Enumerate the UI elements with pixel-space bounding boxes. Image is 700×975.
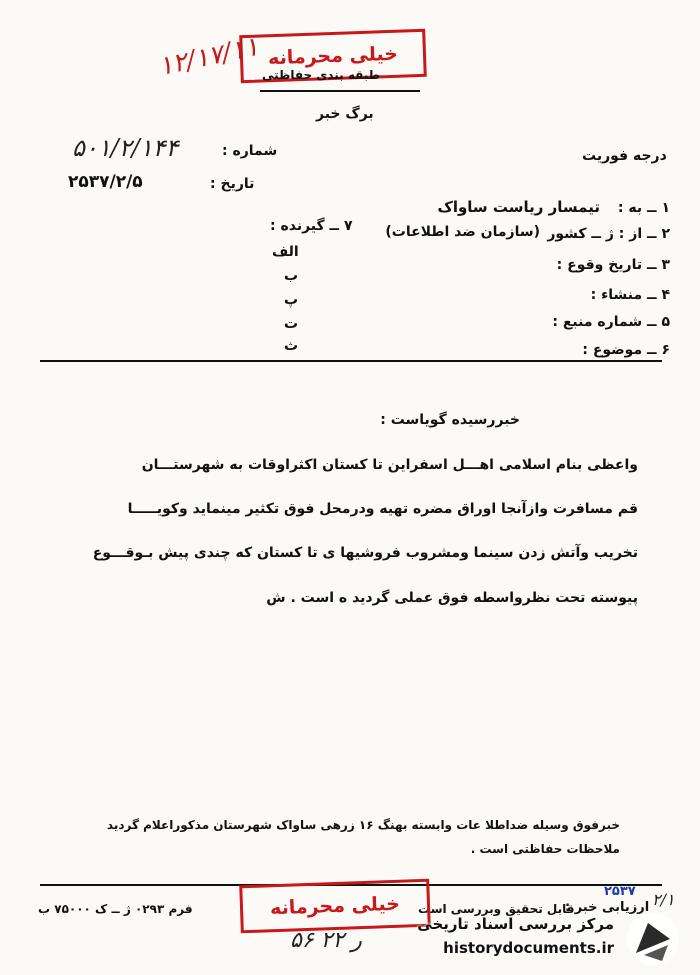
body-line: پیوسته تحت نظرواسطه فوق عملی گردید ه است . ش [266,590,638,606]
form-number: فرم ۰۲۹۳ ژ ــ ک ۷۵۰۰۰ ب [38,902,193,916]
body-line: تخریب وآتش زدن سینما ومشروب فروشیها ی تا کستان که چندی پیش بـوقـــوع [92,545,638,561]
watermark-title: مرکز بررسی اسناد تاریخی [417,915,614,933]
evaluation-value: ۲/۱ [652,890,675,909]
recipient-item: الف [272,244,299,260]
evaluation-code: ۲۵۳۷ [604,884,636,899]
field-label: ۲ ــ از : ژ ــ کشور [547,226,670,242]
stamp-text: خیلی محرمانه [267,42,399,70]
urgency-label: درجه فوریت [582,148,667,164]
handwritten-signature: ۵۶ ر ۲۲ [290,928,362,953]
footer-note: ملاحظات حفاظتی است . [470,842,620,856]
number-value: ۵۰۱/۲/۱۴۴ [72,134,179,162]
watermark-url: historydocuments.ir [443,939,614,957]
recipient-label: ۷ ــ گیرنده : [270,218,353,234]
body-heading: خبررسیده گویاست : [380,412,520,428]
stamp-text: خیلی محرمانه [269,892,401,920]
body-line: واعظی بنام اسلامی اهـــل اسفراین تا کستان اکثراوقات به شهرستـــان [141,457,638,473]
body-line: قم مسافرت وازآنجا اوراق مضره تهیه ودرمحل فوق تکثیر مینماید وکویـــــا [127,501,638,517]
handwritten-date: ۱۲/۱۷/۱۱ [155,31,262,83]
number-label: شماره : [222,143,278,159]
archive-emblem-icon [618,909,688,969]
classification-underline [260,90,420,92]
page-title: برگ خبر [316,106,374,122]
evaluation-label: ارزیابی خبر : [565,900,650,915]
field-value: (سازمان ضد اطلاعات) [385,224,540,240]
archive-logo [388,909,688,969]
date-label: تاریخ : [210,176,255,192]
recipient-item: ت [284,316,299,332]
field-label: ۴ ــ منشاء : [590,287,670,303]
recipient-item: ث [284,338,299,354]
recipient-item: پ [284,292,299,308]
date-value: ۲۵۳۷/۲/۵ [68,172,143,192]
recipient-item: ب [284,268,299,284]
classification-line: طبقه بندی حفاظتی [262,68,380,82]
field-label: ۱ ــ به : [617,200,670,216]
field-label: ۶ ــ موضوع : [582,342,670,358]
evaluation-text: قابل تحقیق وبررسی است [418,902,575,916]
field-label: ۵ ــ شماره منبع : [552,314,670,330]
field-value: تیمسار ریاست ساواک [437,198,600,216]
section-divider [40,360,662,362]
field-label: ۳ ــ تاریخ وقوع : [556,257,670,273]
footer-note: خبرفوق وسیله ضداطلا عات وابسته بهنگ ۱۶ زرهی ساواک شهرستان مذکوراعلام گردید [106,818,620,832]
